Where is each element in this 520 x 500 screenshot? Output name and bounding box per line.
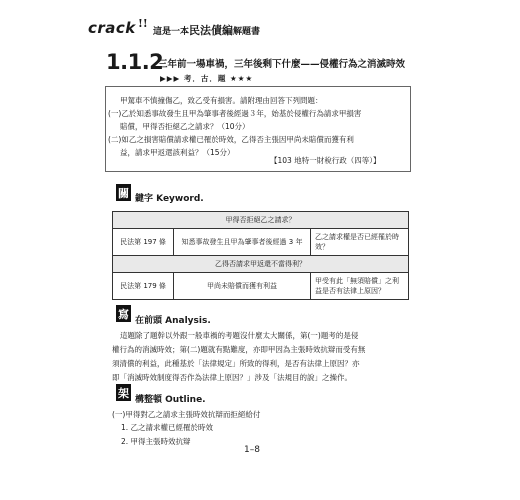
analysis-section-icon: 寫 bbox=[116, 305, 131, 322]
question-line: 甲駕車不慎撞傷乙，致乙受有損害。請附理由回答下列問題： bbox=[120, 96, 323, 105]
outline-section-icon: 架 bbox=[116, 384, 131, 401]
table-cell: 知悉事故發生且甲為肇事者後經過 3 年 bbox=[174, 229, 311, 256]
brand-logo: crack bbox=[88, 19, 136, 37]
outline-subitem: 2. 甲得主張時效抗辯 bbox=[121, 437, 191, 446]
keyword-section-icon: 關 bbox=[116, 184, 131, 201]
series-suffix: 解題書 bbox=[233, 27, 261, 37]
table-cell: 甲尚未賠償而獲有利益 bbox=[174, 273, 311, 300]
section-number: 1.1.2 bbox=[106, 50, 164, 74]
section-subtitle: ▶▶▶ 考．古．題 ★★★ bbox=[160, 74, 254, 83]
table-row bbox=[113, 229, 409, 256]
section-title: 三年前一場車禍，三年後剩下什麼——侵權行為之消滅時效 bbox=[158, 59, 406, 70]
analysis-paragraph-line: 即「消滅時效制度得否作為法律上原因？」涉及「法規目的說」之操作。 bbox=[112, 373, 352, 382]
analysis-paragraph-line: 權行為的消滅時效；第(二)題就有點難度，亦即甲因為主張時效抗辯而受有無 bbox=[112, 345, 366, 354]
series-title bbox=[153, 22, 260, 38]
question-line: 益，請求甲返還該利益？（15分） bbox=[120, 148, 235, 157]
question-reference: 【103 地特一財稅行政（四等）】 bbox=[270, 156, 381, 165]
table-cell: 乙之請求權是否已經罹於時效？ bbox=[311, 229, 409, 256]
question-line: 賠償，甲得否拒絕乙之請求？（10分） bbox=[120, 122, 250, 131]
keyword-section-label: 鍵字 Keyword. bbox=[135, 194, 204, 204]
table-row bbox=[113, 256, 409, 273]
table-row bbox=[113, 212, 409, 229]
table-header-cell: 乙得否請求甲返還不當得利？ bbox=[113, 256, 409, 273]
brand-logo-mark: !! bbox=[138, 17, 148, 30]
outline-item: (一)甲得對乙之請求主張時效抗辯而拒絕給付 bbox=[112, 410, 261, 419]
analysis-paragraph-line: 這題除了題幹以外跟一般車禍的考題沒什麼太大關係，第(一)題考的是侵 bbox=[120, 331, 359, 340]
page-number: 1–8 bbox=[244, 445, 260, 455]
series-prefix: 這是一本 bbox=[153, 27, 190, 37]
table-cell: 民法第 197 條 bbox=[113, 229, 174, 256]
table-header-cell: 甲得否拒絕乙之請求？ bbox=[113, 212, 409, 229]
outline-section-label: 構整頓 Outline. bbox=[135, 395, 206, 405]
table-row bbox=[113, 273, 409, 300]
analysis-paragraph-line: 須清償的利益，此種基於「法律規定」所致的得利，是否有法律上原因？亦 bbox=[112, 359, 360, 368]
keyword-table bbox=[112, 211, 409, 300]
question-line: (一)乙於知悉事故發生且甲為肇事者後經過３年，始基於侵權行為請求甲損害 bbox=[108, 109, 362, 118]
series-highlight: 民法債編 bbox=[189, 24, 234, 37]
table-cell: 甲受有此「無須賠償」之利益是否有法律上原因？ bbox=[311, 273, 409, 300]
question-line: (二)如乙之損害賠償請求權已罹於時效，乙得否主張因甲尚未賠償而獲有利 bbox=[108, 135, 354, 144]
analysis-section-label: 在前頭 Analysis. bbox=[135, 316, 211, 326]
table-cell: 民法第 179 條 bbox=[113, 273, 174, 300]
outline-subitem: 1. 乙之請求權已經罹於時效 bbox=[121, 423, 214, 432]
